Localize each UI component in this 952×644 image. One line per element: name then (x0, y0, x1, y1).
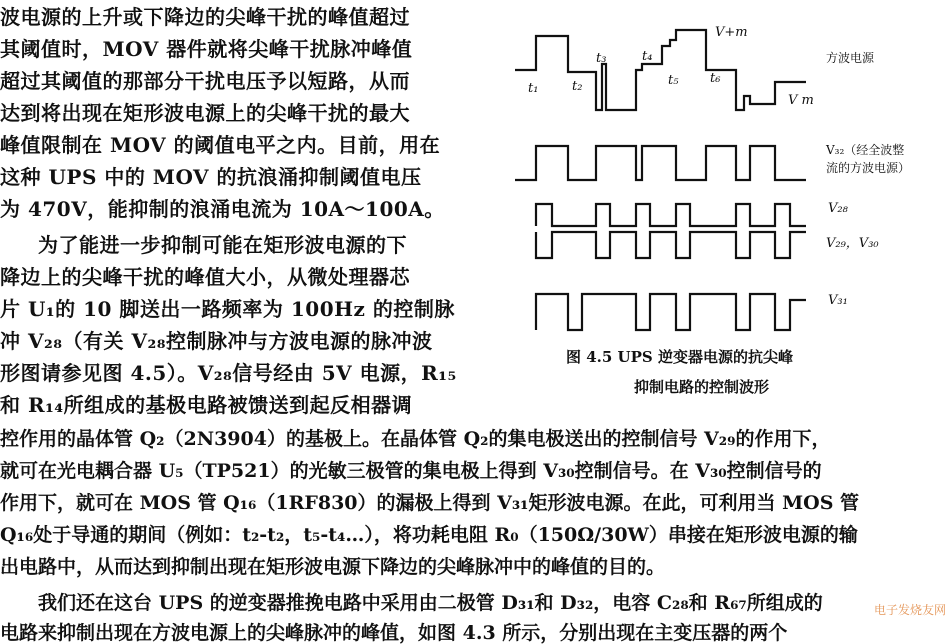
square-wave-trace (515, 30, 806, 110)
text-line: 降边上的尖峰干扰的峰值大小，从微处理器芯 (0, 265, 410, 289)
text-line: 超过其阈值的那部分干扰电压予以短路，从而 (0, 69, 410, 93)
label-v29-v30: V₂₉，V₃₀ (826, 236, 879, 251)
label-v28: V₂₈ (828, 201, 848, 216)
text-line: 这种 UPS 中的 MOV 的抗浪涌抑制阈值电压 (0, 165, 422, 189)
watermark: 电子发烧友网 (873, 603, 946, 617)
text-line: 其阈值时，MOV 器件就将尖峰干扰脉冲峰值 (0, 37, 413, 61)
label-t1: t₁ (528, 81, 539, 96)
text-line: Q₁₆处于导通的期间（例如：t₂-t₂，t₅-t₄…），将功耗电阻 R₀（150Ω/30W）串接在矩形波电源的输 (0, 524, 858, 546)
label-t5: t₅ (668, 73, 679, 88)
v28-trace (536, 204, 806, 226)
text-line: 峰值限制在 MOV 的阈值电平之内。目前，用在 (0, 133, 441, 157)
text-line: 波电源的上升或下降边的尖峰干扰的峰值超过 (0, 5, 410, 29)
text-line: 我们还在这台 UPS 的逆变器推挽电路中采用由二极管 D₃₁和 D₃₂，电容 C₂₈和 R₆₇所组成的 (38, 592, 823, 614)
text-line: 形图请参见图 4.5）。V₂₈信号经由 5V 电源，R₁₅ (0, 361, 457, 385)
text-line: 电路来抑制出现在方波电源上的尖峰脉冲的峰值，如图 4.3 所示，分别出现在主变压器的两个 (0, 622, 788, 644)
text-line: 为了能进一步抑制可能在矩形波电源的下 (38, 233, 407, 257)
text-line: 作用下，就可在 MOS 管 Q₁₆（1RF830）的漏极上得到 V₃₁矩形波电源。在此，可利用当 MOS 管 (0, 492, 860, 514)
text-line: 冲 V₂₈（有关 V₂₈控制脉冲与方波电源的脉冲波 (0, 329, 433, 353)
label-t3: t₃ (596, 51, 607, 66)
text-line: 达到将出现在矩形波电源上的尖峰干扰的最大 (0, 101, 410, 125)
label-t6: t₆ (710, 71, 721, 86)
figure-caption-line1: 图 4.5 UPS 逆变器电源的抗尖峰 (566, 348, 793, 366)
label-v32-line2: 流的方波电源） (826, 161, 911, 175)
label-vpm: V+m (715, 25, 748, 40)
text-line: 就可在光电耦合器 U₅（TP521）的光敏三极管的集电极上得到 V₃₀控制信号。在 V₃₀控制信号的 (0, 460, 822, 482)
label-v32: V₃₂（经全波整 (826, 143, 905, 157)
label-t2: t₂ (572, 79, 583, 94)
label-t4: t₄ (642, 49, 653, 64)
text-line: 控作用的晶体管 Q₂（2N3904）的基极上。在晶体管 Q₂的集电极送出的控制信号 V₂₉的作用下， (0, 428, 831, 450)
figure-caption-line2: 抑制电路的控制波形 (634, 378, 770, 396)
label-v31: V₃₁ (828, 293, 848, 308)
text-line: 为 470V，能抑制的浪涌电流为 10A～100A。 (0, 197, 445, 221)
text-line: 出电路中，从而达到抑制出现在矩形波电源下降边的尖峰脉冲中的峰值的目的。 (0, 556, 666, 578)
text-line: 和 R₁₄所组成的基极电路被馈送到起反相器调 (0, 393, 413, 417)
label-square-wave: 方波电源 (826, 51, 875, 65)
label-vm: V m (788, 93, 814, 108)
v29-v30-trace (536, 232, 806, 258)
text-line: 片 U₁的 10 脚送出一路频率为 100Hz 的控制脉 (0, 297, 455, 321)
v31-trace (536, 294, 806, 330)
v32-trace (515, 146, 806, 180)
